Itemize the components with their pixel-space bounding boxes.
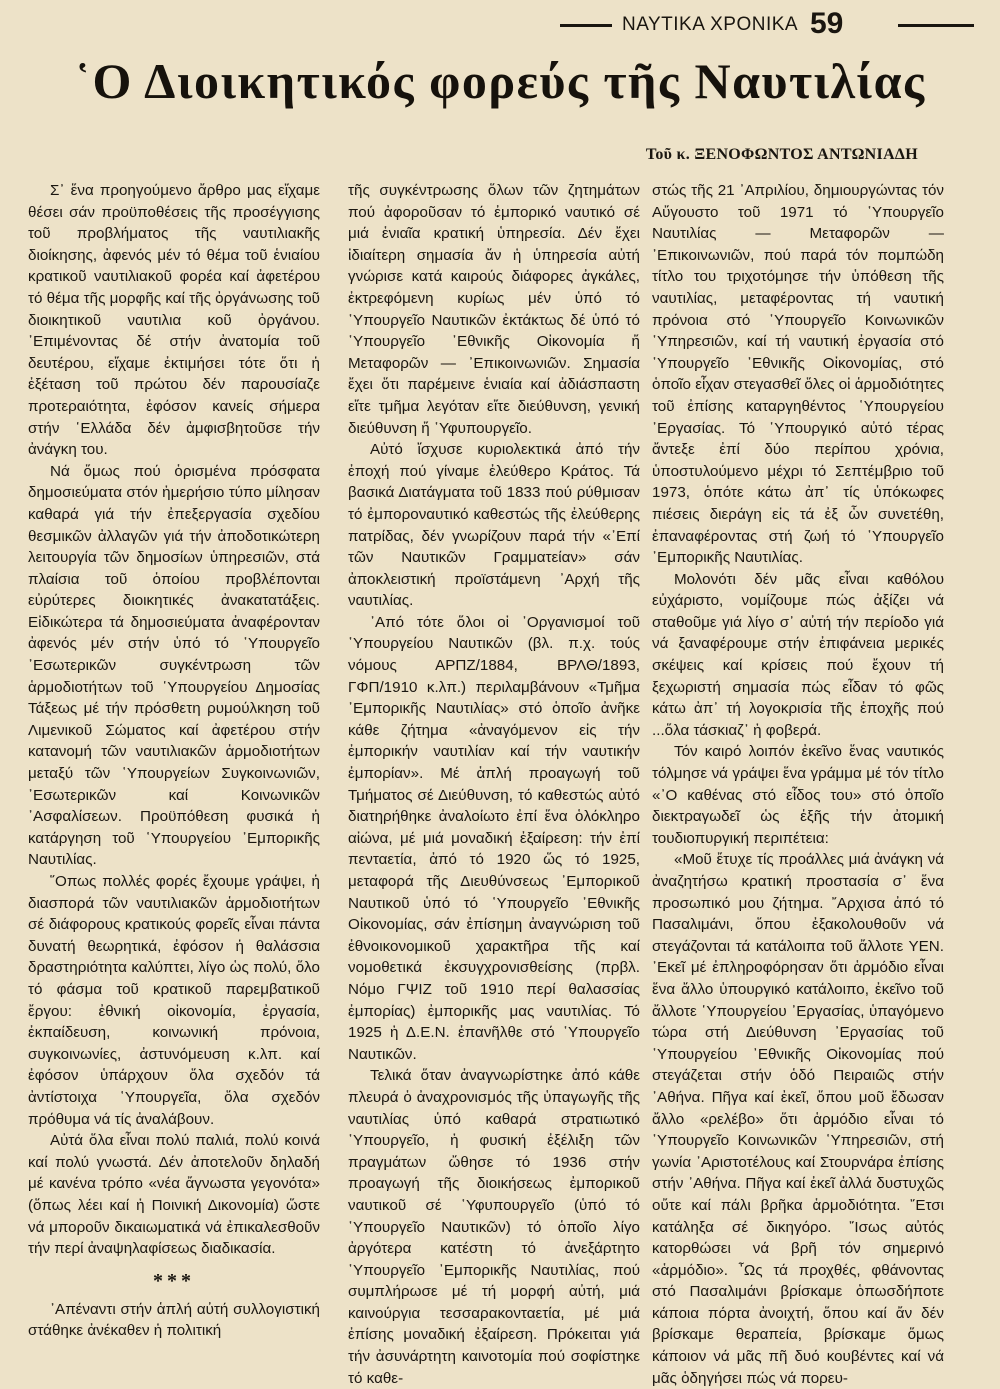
text-column-2 — [348, 180, 640, 1387]
header-rule-left — [560, 24, 612, 27]
article-body — [28, 180, 972, 1387]
paragraph: Τελικά ὅταν ἀναγνωρίστηκε ἀπό κάθε πλευρά ὁ ἀναχρονισμός τῆς ὑπαγωγῆς τῆς ναυτιλίας ὑπό καθαρά στρατιωτικό ῾Υπουργεῖο, ἡ φυσική ἐξέλιξη τῶν πραγμάτων ὤθησε τό 1936 στήν προαγωγή τῆς διοικήσεως ἐμπορικοῦ ναυτικοῦ σέ ῾Υφυπουργεῖο (ὑπό τό ῾Υπουργεῖο Ναυτικῶν) τό ὁποῖο λίγο ἀργότερα κατέστη τό ἀνεξάρτητο ῾Υπουργεῖο ᾿Εμπορικῆς Ναυτιλίας, πού συμπλήρωσε μέ τή μορφή αὐτή, μιά καινούργια τεσσαρακονταετία, μέ μιά ἐπίσης μοναδική ἐξαίρεση. Πρόκειται γιά τήν ἀσυνάρτητη καινοτομία πού σοφίστηκε τό καθε- — [348, 1067, 640, 1387]
paragraph-continuation: στώς τῆς 21 ᾿Απριλίου, δημιουργώντας τόν Αὔγουστο τοῦ 1971 τό ῾Υπουργεῖο Ναυτιλίας — Μεταφορῶν — ᾿Επικοινωνιῶν, πού παρά τόν πομπώδη τίτλο του τριχοτόμησε τήν ὑπόθεση τῆς ναυτιλίας, μεταφέροντας τή ναυτική πρόνοια στό ῾Υπουργεῖο Κοινωνικῶν ῾Υπηρεσιῶν, καί τή ναυτική ἐργασία στό ῾Υπουργεῖο ᾿Εθνικῆς Οἰκονομίας, στό ὁποῖο εἶχαν στεγασθεῖ ὅλες οἱ ἁρμοδιότητες τοῦ ἐπίσης καταργηθέντος ῾Υπουργείου ᾿Εργασίας. Τό ῾Υπουργικό αὐτό τέρας ἄντεξε ἐπί δύο περίπου χρόνια, ὑποστυλούμενο μέχρι τό Σεπτέμβριο τοῦ 1973, ὁπότε κάτω ἀπ᾽ τίς ὑπόκωφες πιέσεις διεράγη εἰς τά ἐξ ὧν συνετέθη, ἐπαναφέροντας στή ζωή τό ῾Υπουργεῖο ᾿Εμπορικῆς Ναυτιλίας. — [652, 182, 944, 567]
paragraph: Τόν καιρό λοιπόν ἐκεῖνο ἕνας ναυτικός τόλμησε νά γράψει ἕνα γράμμα μέ τόν τίτλο «᾿Ο καθένας στό εἶδος του» στό ὁποῖο διεκτραγωδεῖ ὡς ἑξῆς τήν ἀτομική τουδιοπυργική περιπέτεια: — [652, 743, 944, 847]
paragraph: Σ᾽ ἕνα προηγούμενο ἄρθρο μας εἴχαμε θέσει σάν προϋποθέσεις τῆς προσέγγισης τοῦ προβλήματος τῆς ναυτιλιακῆς διοίκησης, ἀφενός μέν τό θέμα τοῦ ἑνιαίου κρατικοῦ ναυτιλιακοῦ φορέα καί ἀφετέρου τό θέμα τῆς μορφῆς καί τῆς ὀργάνωσης τοῦ διοικητικοῦ ναυτιλια κοῦ ὀργάνου. ᾿Επιμένοντας δέ στήν ἀνατομία τοῦ δευτέρου, εἴχαμε ἐκτιμήσει τότε ὅτι ἡ ἐξέταση τοῦ πρώτου δέν παρουσίαζε προτεραιότητα, ἐφόσον κανείς σήμερα στήν ῾Ελλάδα δέν ἀμφισβητοῦσε τήν ἀνάγκη του. — [28, 182, 320, 459]
text-column-1 — [28, 180, 320, 1340]
byline: Τοῦ κ. ΞΕΝΟΦΩΝΤΟΣ ΑΝΤΩΝΙΑΔΗ — [645, 146, 918, 163]
paragraph: Αὐτό ἴσχυσε κυριολεκτικά ἀπό τήν ἐποχή πού γίναμε ἐλεύθερο Κράτος. Τά βασικά Διατάγματα τοῦ 1833 πού ρύθμισαν τό ἐμποροναυτικό καθεστώς τῆς ἐλεύθερης πατρίδας, δέν γνωρίζουν παρά τήν «᾿Επί τῶν Ναυτικῶν Γραμματείαν» σάν ἀποκλειστική προϊστάμενη ᾿Αρχή τῆς ναυτιλίας. — [348, 441, 640, 610]
running-header — [560, 8, 980, 40]
paragraph: Αὐτά ὅλα εἶναι πολύ παλιά, πολύ κοινά καί πολύ γνωστά. Δέν ἀποτελοῦν δηλαδή μέ κανένα τρόπο «νέα ἄγνωστα γεγονότα» (ὅπως λέει καί ἡ Ποινική Δικονομία) ὥστε νά μποροῦν δικαιωματικά νά ἐπικαλεσθοῦν τήν περί ἀναψηλαφίσεως διαδικασία. — [28, 1132, 320, 1258]
paragraph: ᾿Από τότε ὅλοι οἱ ᾿Οργανισμοί τοῦ ῾Υπουργείου Ναυτικῶν (βλ. π.χ. τούς νόμους ΑΡΠΖ/1884, ΒΡΛΘ/1893, ΓΦΠ/1910 κ.λπ.) περιλαμβάνουν «Τμῆμα ᾿Εμπορικῆς Ναυτιλίας» στό ὁποῖο ἀνῆκε κάθε ζήτημα «ἀναγόμενον εἰς τήν ἐμπορικήν ναυτιλίαν καί τήν ναυτικήν ἐμπορίαν». Μέ ἁπλή προαγωγή τοῦ Τμήματος σέ Διεύθυνση, τό καθεστώς αὐτό διατηρήθηκε ἀναλοίωτο ἐπί ἕνα ὁλόκληρο αἰώνα, μέ μιά μοναδική ἐξαίρεση: τήν ἐπί πενταετία, ἀπό τό 1920 ὥς τό 1925, μεταφορά τῆς Διευθύνσεως ᾿Εμπορικοῦ Ναυτικοῦ ὑπό τό ῾Υπουργεῖο ᾿Εθνικῆς Οἰκονομίας, σάν ἐπίσημη ἀναγνώριση τοῦ ἐθνοικονομικοῦ χαρακτῆρα τῆς καί νομοθετικά ἐκσυγχρονισθείσης (πρβλ. Νόμο ΓΨΙΖ τοῦ 1910 περί θαλασσίας ἐμπορίας) ἐμπορικῆς μας ναυτιλίας. Τό 1925 ἡ Δ.Ε.Ν. ἐπανῆλθε στό ῾Υπουργεῖο Ναυτικῶν. — [348, 613, 640, 1063]
paragraph: Νά ὅμως πού ὁρισμένα πρόσφατα δημοσιεύματα στόν ἡμερήσιο τύπο μίλησαν καθαρά γιά τήν ἐπεξεργασία σχεδίου θεσμικῶν ἀλλαγῶν γιά τήν ἀποδοτικώτερη λειτουργία τῶν δημοσίων ὑπηρεσιῶν, στά πλαίσια τοῦ ὁποίου προβλέπονται εὐρύτερες διοικητικές ἀνακατατάξεις. Εἰδικώτερα τά δημοσιεύματα ἀναφέρονταν ἀφενός μέν στήν ὑπό τό ῾Υπουργεῖο ᾿Εσωτερικῶν συγκέντρωση τῶν ἁρμοδιοτήτων τοῦ ῾Υπουργείου Δημοσίας Τάξεως μέ τήν πρόσθετη ρυμούλκηση τοῦ Λιμενικοῦ Σώματος καί ἀφετέρου στήν κατανομή τῶν ναυτιλιακῶν ἁρμοδιοτήτων μεταξύ τῶν ῾Υπουργείων Συγκοινωνιῶν, ᾿Εσωτερικῶν καί Κοινωνικῶν ᾿Ασφαλίσεων. Προϋπόθεση φυσικά ἡ κατάργηση τοῦ ῾Υπουργείου ᾿Εμπορικῆς Ναυτιλίας. — [28, 462, 320, 869]
text-column-3 — [652, 180, 944, 1387]
page-number: 59 — [810, 7, 844, 40]
section-separator: *** — [153, 1269, 195, 1292]
paragraph-continuation: τῆς συγκέντρωσης ὅλων τῶν ζητημάτων πού ἀφοροῦσαν τό ἐμπορικό ναυτικό σέ μιά ἑνιαῖα κρατική ὑπηρεσία. Δέν ἔχει ἰδιαίτερη σημασία ἄν ἡ ὑπηρεσία αὐτή γνώρισε κατά καιρούς διάφορες ἀγκάλες, ἐκτρεφόμενη κυρίως μέν ὑπό τό ῾Υπουργεῖο Ναυτικῶν ἐκτάκτως δέ ὑπό τό ῾Υπουργεῖο ᾿Εθνικῆς Οἰκονομία ἤ Μεταφορῶν — ᾿Επικοινωνιῶν. Σημασία ἔχει ὅτι παρέμεινε ἑνιαία καί ἀδιάσπαστη εἴτε τμῆμα λεγόταν εἴτε διεύθυνση, γενική διεύθυνση ἤ ῾Υφυπουργεῖο. — [348, 182, 640, 437]
paragraph: Μολονότι δέν μᾶς εἶναι καθόλου εὐχάριστο, νομίζουμε πώς ἀξίζει νά σταθοῦμε γιά λίγο σ᾽ αὐτή τήν περίοδο γιά νά ξαναφέρουμε στήν ἐπιφάνεια μερικές σκέψεις καί κρίσεις πού ἔχουν τή ξεχωριστή σημασία πώς εἶδαν τό φῶς κάτω ἀπ᾽ τή λογοκρισία τῆς ἐποχῆς πού ...ὅλα τάσκιαζ᾽ ἡ φοβερά. — [652, 570, 944, 739]
article-title: ῾Ο Διοικητικός φορεύς τῆς Ναυτιλίας — [74, 53, 926, 109]
paragraph: ᾿Απέναντι στήν ἁπλή αὐτή συλλογιστική στάθηκε ἀνέκαθεν ἡ πολιτική — [28, 1300, 320, 1340]
paragraph: «Μοῦ ἔτυχε τίς προάλλες μιά ἀνάγκη νά ἀναζητήσω κρατική προστασία σ᾽ ἕνα προσωπικό μου ζήτημα. ῎Αρχισα ἀπό τό Πασαλιμάνι, ὅπου ἐξακολουθοῦν νά στεγάζονται τά κατάλοιπα τοῦ ἄλλοτε ΥΕΝ. ᾿Εκεῖ μέ ἐπληροφόρησαν ὅτι ἁρμόδιο εἶναι ἕνα ἄλλο ὑπουργικό κατάλοιπο, ἐκεῖνο τοῦ ἄλλοτε ῾Υπουργείου ᾿Εργασίας, ὑπαγόμενο τώρα στή Διεύθυνση ᾿Εργασίας τοῦ ῾Υπουργείου ᾿Εθνικῆς Οἰκονομίας πού στεγάζεται στήν ὁδό Πειραιῶς στήν ᾿Αθήνα. Πῆγα καί ἐκεῖ, ὅπου μοῦ ἔδωσαν ἄλλο «ρελέβο» ὅτι ἁρμόδιο εἶναι τό ῾Υπουργεῖο Κοινωνικῶν ῾Υπηρεσιῶν, στή γωνία ᾿Αριστοτέλους καί Στουρνάρα ἐπίσης στήν ᾿Αθήνα. Πῆγα καί ἐκεῖ ἀλλά δυστυχῶς οὔτε καί πάλι βρῆκα ἁρμοδιότητα. ῎Ετσι κατάληξα σέ δικηγόρο. ῎Ισως αὐτός κατορθώσει νά βρῆ τόν σημερινό «ἁρμόδιο». ῏Ως τά προχθές, φθάνοντας στό Πασαλιμάνι βρίσκαμε ὁπωσδήποτε κάποια πόρτα ἀνοιχτή, ὅπου καί ἄν δέν βρίσκαμε θεραπεία, βρίσκαμε ὅμως κάποιον νά μᾶς πῆ δυό κουβέντες καί νά μᾶς ὁδηγήσει πώς νά πορευ- — [652, 851, 944, 1387]
header-rule-right — [898, 24, 974, 27]
magazine-name: ΝΑΥΤΙΚΑ ΧΡΟΝΙΚΑ — [622, 14, 799, 35]
paragraph: ῞Οπως πολλές φορές ἔχουμε γράψει, ἡ διασπορά τῶν ναυτιλιακῶν ἁρμοδιοτήτων σέ διάφορους κρατικούς φορεῖς εἶναι πάντα δυνατή θεωρητικά, ἐφόσον ἡ θαλάσσια δραστηριότητα καλύπτει, λίγο ὡς πολύ, ὅλο τό φάσμα τοῦ κρατικοῦ παρεμβατικοῦ ἔργου: ἐθνική οἰκονομία, ἐργασία, ἐκπαίδευση, κοινωνική πρόνοια, συγκοινωνίες, ἀστυνόμευση κ.λπ. καί ἐφόσον ὑπάρχουν ὅλα σχεδόν τά ἀντίστοιχα ῾Υπουργεῖα, ὅλα σχεδόν πρόθυμα νά τίς ἀναλάβουν. — [28, 873, 320, 1128]
